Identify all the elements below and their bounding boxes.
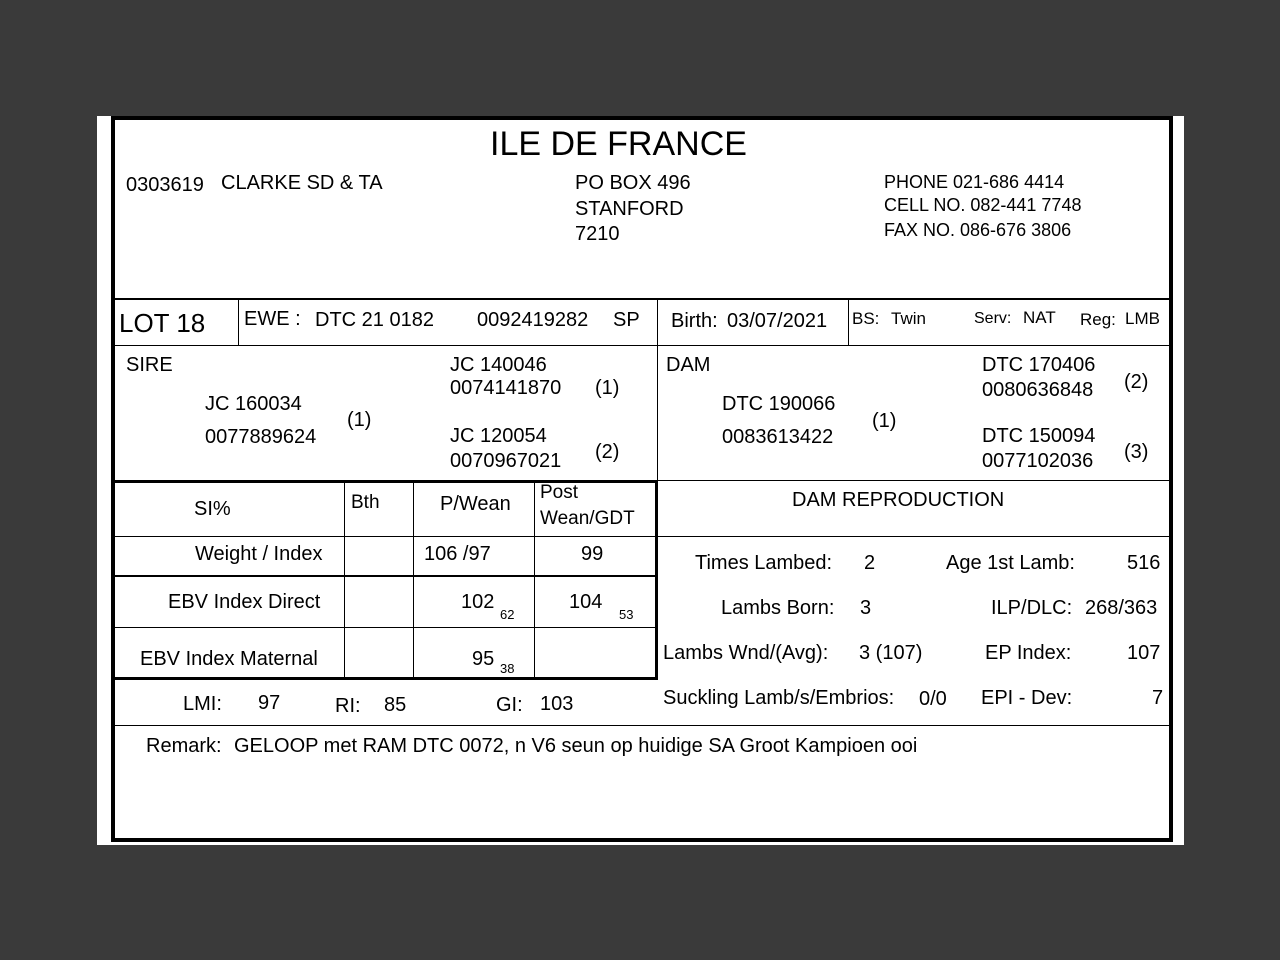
frame-bottom <box>111 838 1173 842</box>
lambs-born-value: 3 <box>860 597 872 619</box>
reg-value: LMB <box>1125 309 1160 328</box>
sire-dam-id: JC 120054 <box>450 425 547 447</box>
fax: FAX NO. 086-676 3806 <box>884 220 1072 240</box>
sire-sire-count: (1) <box>595 377 620 399</box>
address-line: PO BOX 496 <box>575 172 691 194</box>
dam-dam-id: DTC 150094 <box>982 425 1096 447</box>
sire-dam-number: 0070967021 <box>450 450 562 472</box>
serv-label: Serv: <box>974 310 1012 327</box>
dam-sire-number: 0080636848 <box>982 379 1094 401</box>
ri-value: 85 <box>384 694 407 716</box>
frame-top <box>111 116 1173 120</box>
pedigree-bottom-right <box>657 480 1173 481</box>
perf-header-bottom <box>111 536 1173 537</box>
dam-sire-id: DTC 170406 <box>982 354 1096 376</box>
indexes-bottom <box>111 725 1173 726</box>
lot-number: LOT 18 <box>119 308 206 338</box>
sire-dam-count: (2) <box>595 441 620 463</box>
owner-name: CLARKE SD & TA <box>221 172 383 194</box>
sire-id: JC 160034 <box>205 393 302 415</box>
cell: CELL NO. 082-441 7748 <box>884 195 1082 215</box>
row-weight-label: Weight / Index <box>195 543 323 565</box>
header-post-line2: Wean/GDT <box>540 508 635 529</box>
bs-value: Twin <box>891 309 926 328</box>
times-lambed-value: 2 <box>864 552 876 574</box>
dam-sire-count: (2) <box>1124 371 1149 393</box>
ilp-dlc-label: ILP/DLC: <box>991 597 1073 619</box>
address-line: 7210 <box>575 223 620 245</box>
lot-divider <box>238 298 239 345</box>
row-maternal-pwean: 95 <box>472 648 495 670</box>
bs-label: BS: <box>852 309 880 328</box>
dam-count: (1) <box>872 410 897 432</box>
perf-row1-bottom <box>111 575 658 577</box>
phone: PHONE 021-686 4414 <box>884 172 1065 192</box>
sire-count: (1) <box>347 409 372 431</box>
serv-value: NAT <box>1023 308 1056 327</box>
reg-label: Reg: <box>1080 310 1116 329</box>
epi-dev-value: 7 <box>1152 687 1164 709</box>
frame-right <box>1169 116 1173 842</box>
ri-label: RI: <box>335 695 361 717</box>
perf-col-pwean <box>413 480 414 677</box>
lambs-wnd-value: 3 (107) <box>859 642 923 664</box>
row-weight-post: 99 <box>581 543 604 565</box>
sire-sire-id: JC 140046 <box>450 354 547 376</box>
ewe-number: 0092419282 <box>477 309 589 331</box>
suckling-value: 0/0 <box>919 688 947 710</box>
ewe-suffix: SP <box>613 309 640 331</box>
gi-value: 103 <box>540 693 574 715</box>
row-direct-post-acc: 53 <box>619 607 634 622</box>
row-weight-pwean: 106 /97 <box>424 543 491 565</box>
ilp-dlc-value: 268/363 <box>1085 597 1158 619</box>
age-first-lamb-value: 516 <box>1127 552 1161 574</box>
bs-divider <box>848 298 849 345</box>
times-lambed-label: Times Lambed: <box>695 552 833 574</box>
row-maternal-label: EBV Index Maternal <box>140 648 318 670</box>
remark-label: Remark: <box>146 735 222 757</box>
age-first-lamb-label: Age 1st Lamb: <box>946 552 1075 574</box>
breed-title: ILE DE FRANCE <box>490 125 747 163</box>
perf-row2-bottom <box>111 627 658 628</box>
perf-col-post <box>534 480 535 677</box>
dam-dam-number: 0077102036 <box>982 450 1094 472</box>
dam-id: DTC 190066 <box>722 393 836 415</box>
ewe-label: EWE : <box>244 308 301 330</box>
perf-table-bottom <box>111 677 658 680</box>
sire-number: 0077889624 <box>205 426 317 448</box>
row-direct-label: EBV Index Direct <box>168 591 321 613</box>
suckling-label: Suckling Lamb/s/Embrios: <box>663 687 895 709</box>
ep-index-label: EP Index: <box>985 642 1072 664</box>
header-si: SI% <box>194 498 231 520</box>
sire-sire-number: 0074141870 <box>450 377 562 399</box>
remark-text: GELOOP met RAM DTC 0072, n V6 seun op huidige SA Groot Kampioen ooi <box>234 735 918 757</box>
dam-number: 0083613422 <box>722 426 834 448</box>
birth-date: 03/07/2021 <box>727 310 828 332</box>
header-bth: Bth <box>351 492 380 513</box>
lmi-value: 97 <box>258 692 281 714</box>
lmi-label: LMI: <box>183 693 222 715</box>
lambs-born-label: Lambs Born: <box>721 597 835 619</box>
owner-code: 0303619 <box>126 174 204 196</box>
catalog-card <box>97 116 1184 845</box>
epi-dev-label: EPI - Dev: <box>981 687 1073 709</box>
lambs-wnd-label: Lambs Wnd/(Avg): <box>663 642 829 664</box>
address-line: STANFORD <box>575 198 684 220</box>
header-pwean: P/Wean <box>440 493 511 515</box>
frame-left <box>111 116 115 842</box>
perf-col-bth <box>344 480 345 677</box>
perf-table-right <box>655 480 658 679</box>
dam-dam-count: (3) <box>1124 441 1149 463</box>
sire-label: SIRE <box>126 354 173 376</box>
dam-repro-title: DAM REPRODUCTION <box>792 489 1005 511</box>
row-maternal-pwean-acc: 38 <box>500 661 515 676</box>
header-post-line1: Post <box>540 482 579 503</box>
gi-label: GI: <box>496 694 523 716</box>
row-direct-pwean: 102 <box>461 591 495 613</box>
ewe-id: DTC 21 0182 <box>315 309 434 331</box>
ep-index-value: 107 <box>1127 642 1161 664</box>
header-divider <box>111 298 1173 300</box>
birth-label: Birth: <box>671 310 718 332</box>
lot-row-bottom <box>111 345 1173 346</box>
row-direct-post: 104 <box>569 591 603 613</box>
dam-label: DAM <box>666 354 711 376</box>
row-direct-pwean-acc: 62 <box>500 607 515 622</box>
